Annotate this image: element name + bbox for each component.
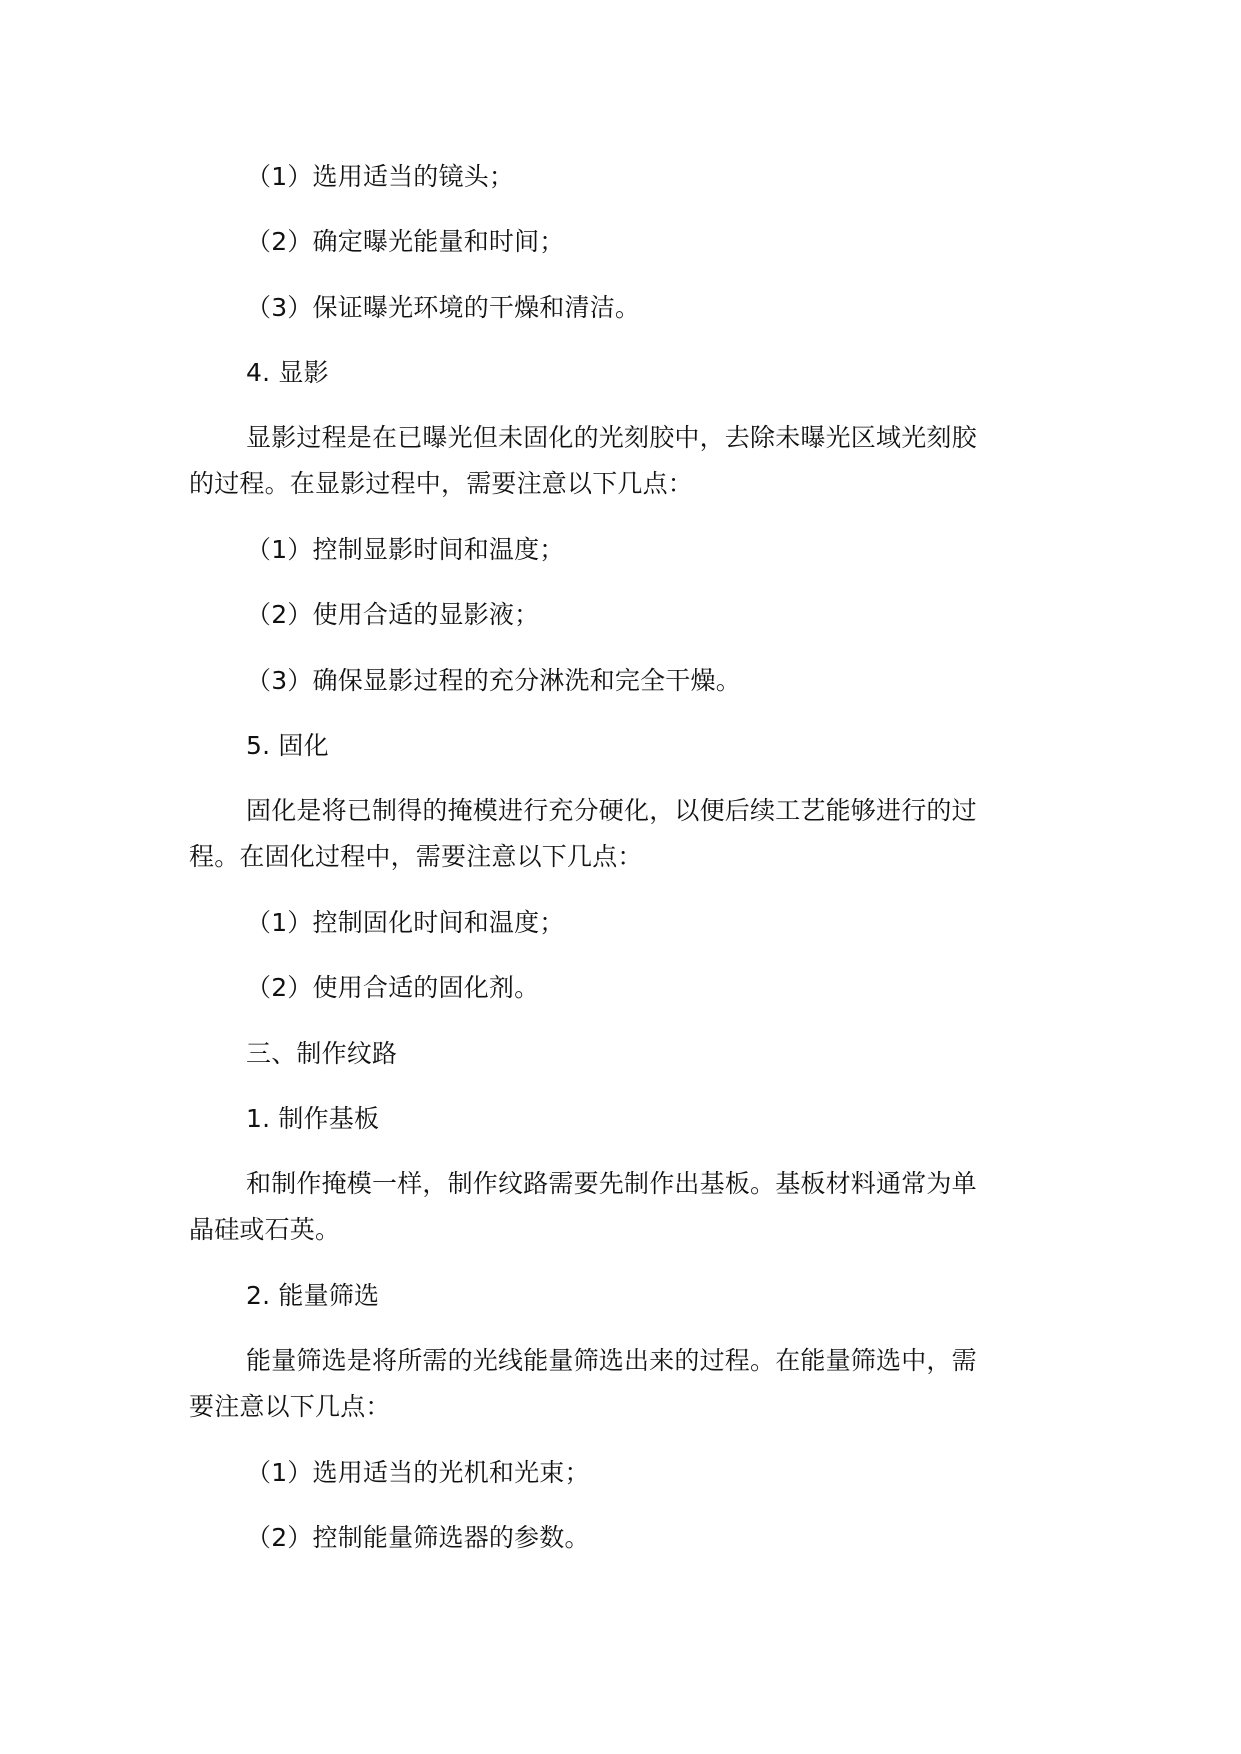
paragraph-develop-line-1: 显影过程是在已曝光但未固化的光刻胶中，去除未曝光区域光刻胶 [246,423,977,452]
list-item-exposure-energy-time: （2）确定曝光能量和时间； [246,227,565,256]
paragraph-energy-filter-line-2: 要注意以下几点： [189,1392,391,1421]
paragraph-substrate-line-1: 和制作掩模一样，制作纹路需要先制作出基板。基板材料通常为单 [246,1169,977,1198]
list-item-filter-parameters: （2）控制能量筛选器的参数。 [246,1523,590,1552]
list-item-curing-agent: （2）使用合适的固化剂。 [246,973,540,1002]
paragraph-substrate-line-2: 晶硅或石英。 [189,1215,341,1244]
list-item-select-lens: （1）选用适当的镜头； [246,162,515,191]
chapter-heading-make-pattern: 三、制作纹路 [246,1039,398,1068]
section-heading-make-substrate: 1. 制作基板 [246,1104,380,1133]
list-item-cure-time-temp: （1）控制固化时间和温度； [246,908,565,937]
section-heading-develop: 4. 显影 [246,358,329,387]
paragraph-cure-line-2: 程。在固化过程中，需要注意以下几点： [189,842,643,871]
list-item-develop-time-temp: （1）控制显影时间和温度； [246,535,565,564]
list-item-developer-liquid: （2）使用合适的显影液； [246,600,540,629]
paragraph-cure-line-1: 固化是将已制得的掩模进行充分硬化，以便后续工艺能够进行的过 [246,796,977,825]
list-item-light-source-beam: （1）选用适当的光机和光束； [246,1458,590,1487]
section-heading-cure: 5. 固化 [246,731,329,760]
section-heading-energy-filter: 2. 能量筛选 [246,1281,380,1310]
paragraph-develop-line-2: 的过程。在显影过程中，需要注意以下几点： [189,469,694,498]
list-item-rinse-dry: （3）确保显影过程的充分淋洗和完全干燥。 [246,666,741,695]
list-item-exposure-environment: （3）保证曝光环境的干燥和清洁。 [246,293,641,322]
paragraph-energy-filter-line-1: 能量筛选是将所需的光线能量筛选出来的过程。在能量筛选中，需 [246,1346,977,1375]
